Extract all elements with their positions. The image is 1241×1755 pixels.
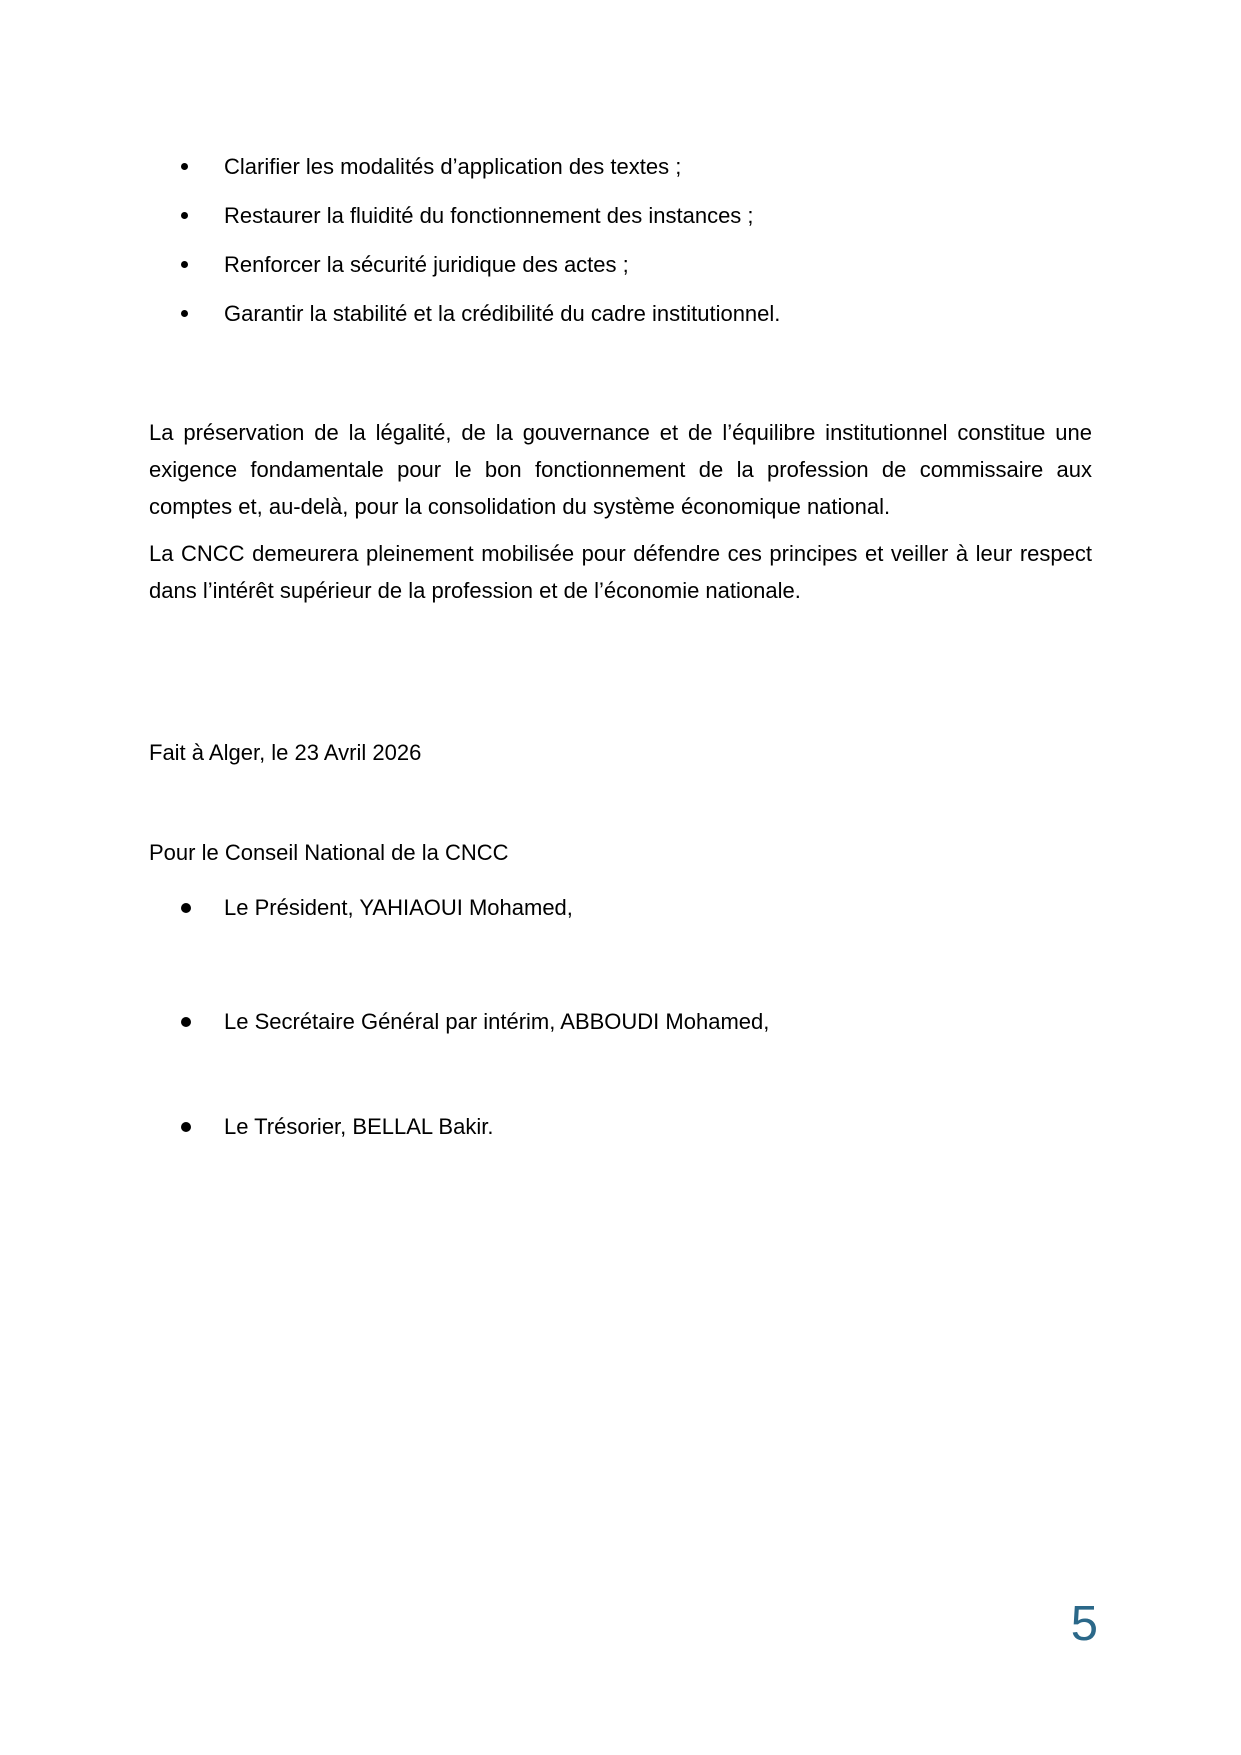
list-item-text: Clarifier les modalités d’application des textes ; <box>224 154 682 179</box>
signatory-secretary-general: Le Secrétaire Général par intérim, ABBOUDI Mohamed, <box>224 1009 770 1034</box>
bullet-icon <box>181 212 188 219</box>
signatory-treasurer: Le Trésorier, BELLAL Bakir. <box>224 1114 494 1139</box>
bullet-icon <box>181 1017 191 1027</box>
list-item <box>149 1108 1092 1145</box>
signatory-president: Le Président, YAHIAOUI Mohamed, <box>224 895 573 920</box>
bullet-icon <box>181 903 191 913</box>
list-item <box>149 197 1092 234</box>
paragraph-cncc-mobilisation: La CNCC demeurera pleinement mobilisée pour défendre ces principes et veiller à leur respect dans l’intérêt supérieur de la profession et de l’économie nationale. <box>149 541 1092 603</box>
page-number: 5 <box>1070 1597 1098 1651</box>
list-item <box>149 1003 1092 1040</box>
list-item <box>149 295 1092 332</box>
bullet-icon <box>181 261 188 268</box>
signatories-list <box>149 889 1092 1145</box>
list-item-text: Renforcer la sécurité juridique des actes ; <box>224 252 629 277</box>
list-item-text: Garantir la stabilité et la crédibilité du cadre institutionnel. <box>224 301 781 326</box>
list-item <box>149 889 1092 926</box>
page-content <box>149 0 1092 1755</box>
objectives-list <box>149 148 1092 344</box>
date-line: Fait à Alger, le 23 Avril 2026 <box>149 740 422 765</box>
list-item-text: Restaurer la fluidité du fonctionnement des instances ; <box>224 203 754 228</box>
paragraph-preservation: La préservation de la légalité, de la gouvernance et de l’équilibre institutionnel constitue une exigence fondamentale pour le bon fonctionnement de la profession de commissaire aux comptes et, au-delà, pour la consolidation du système économique national. <box>149 420 1092 519</box>
signature-intro: Pour le Conseil National de la CNCC <box>149 840 509 865</box>
bullet-icon <box>181 1122 191 1132</box>
bullet-icon <box>181 310 188 317</box>
bullet-icon <box>181 163 188 170</box>
list-item <box>149 148 1092 185</box>
list-item <box>149 246 1092 283</box>
